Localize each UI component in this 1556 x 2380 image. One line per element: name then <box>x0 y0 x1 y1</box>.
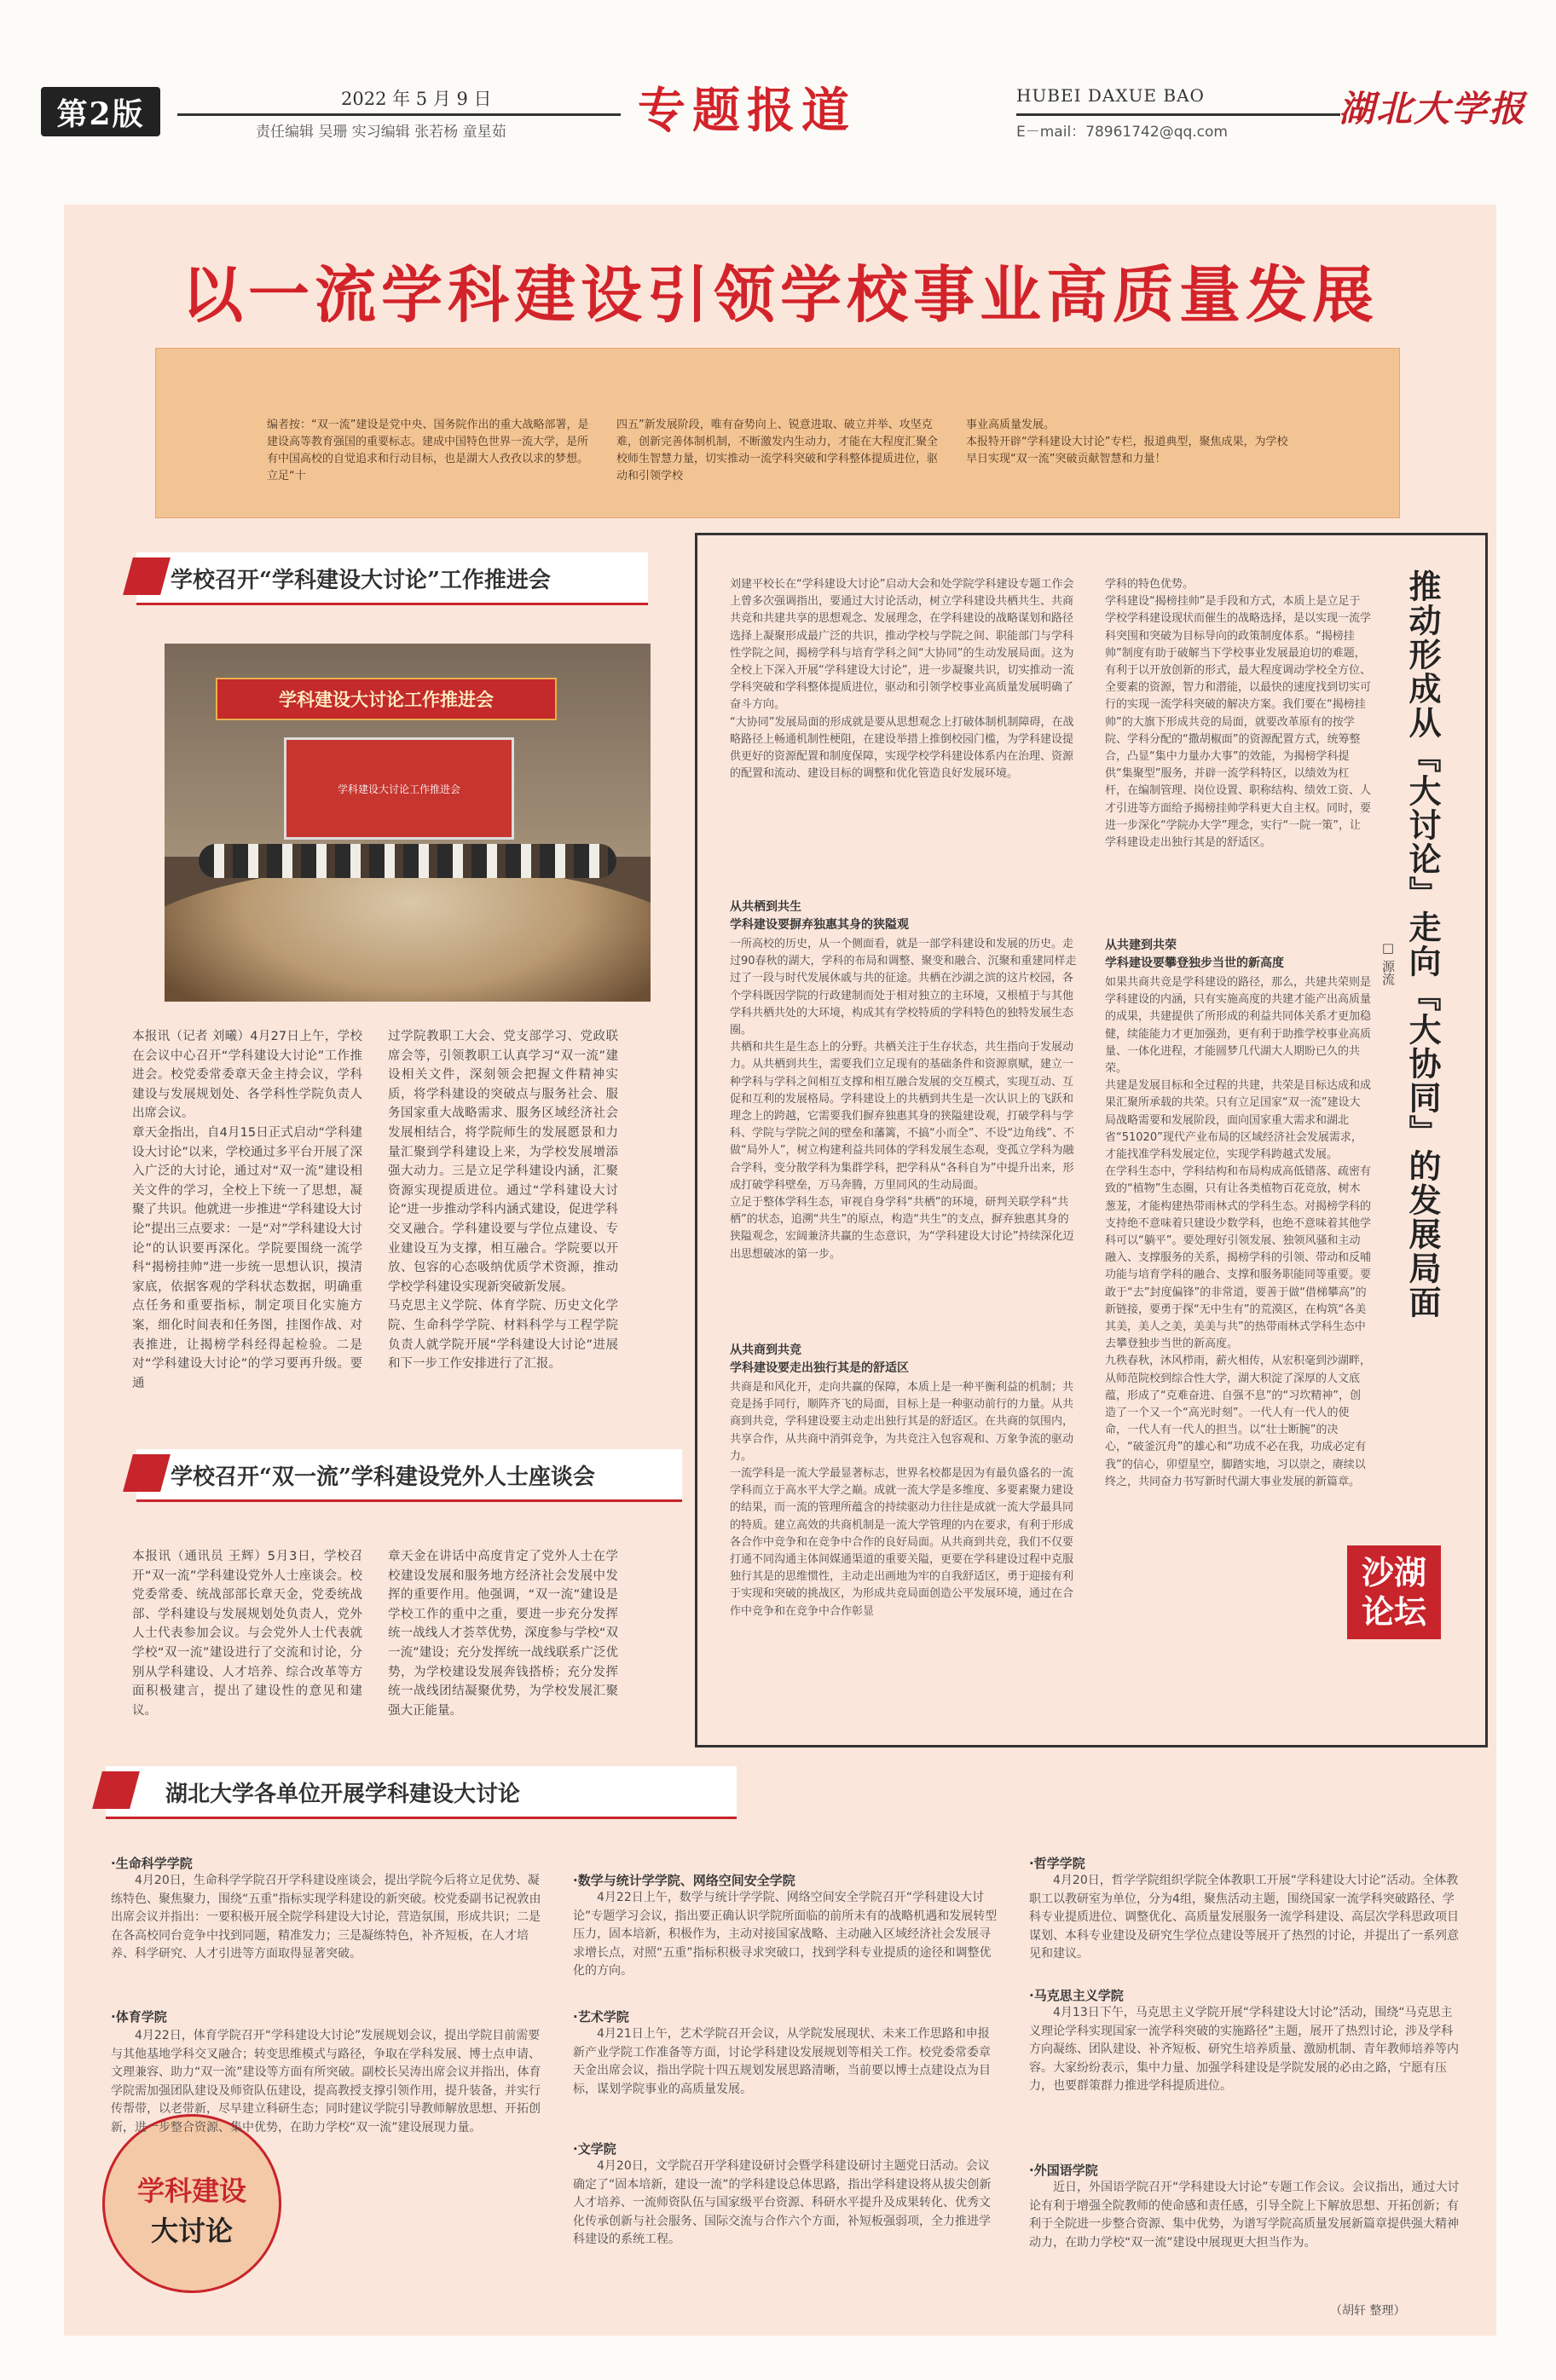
unit-text: 4月20日，生命科学学院召开学科建设座谈会，提出学院今后将立足优势、凝练特色、聚焦聚力，围绕“五重”指标实现学科建设的新突破。校党委副书记祝敦由出席会议并指出：一要积极开展全院学科建设大讨论，营造氛围，形成共识；二是在各高校同台竞争中找到同题，精准发力；三是凝练特色，补齐短板，在人才培养、科学研究、人才引进等方面取得显著突破。 <box>111 1874 541 1961</box>
signoff: （胡轩 整理） <box>1330 2304 1406 2318</box>
article2-col1: 本报讯（通讯员 王辉）5月3日，学校召开“双一流”学科建设党外人士座谈会。校党委常委、统战部部长章天金，党委统战部、学科建设与发展规划处负责人，党外人士代表参加会议。与会党外人士代表就学校“双一流”建设进行了交流和讨论，分别从学科建设、人才培养、综合改革等方面积极建言，提出了建设性的意见和建议。 <box>132 1550 362 1718</box>
unit-item <box>573 2140 999 2250</box>
forum-stamp: 沙湖论坛 <box>1347 1545 1441 1639</box>
commentary-col2-body: 如果共商共竞是学科建设的路径，那么，共建共荣则是学科建设的内涵，只有实施高度的共建才能产出高质量的成果，共建提供了所形成的利益共同体关系才更加稳健，续能能力才更加强劲，更有利于助推学校事业高质量、一体化进程，才能圆梦几代湖大人期盼已久的共荣。 共建是发展目标和全过程的共建，共荣是目标达成和成果汇聚所承载的共荣。只有立足国家“双一流”建设大局战略需要和发展阶段，面向国家重大需求和湖北省“51020”现代产业布局的区域经济社会发展需求，才能找准学科发展定位，实现学科跨越式发展。 在学科生态中，学科结构和布局构成高低错落、疏密有致的“植物”生态圈，只有让各类植物百花竞放，树木葱茏，才能构建热带雨林式的学科生态。对揭榜学科的支持绝不意味着只建设少数学科，也绝不意味着其他学科可以“躺平”。要处理好引领发展、独领风骚和主动融入、支撑服务的关系，揭榜学科的引领、带动和反哺功能与培育学科的融合、支撑和服务职能同等重要。要敢于“去”封度偏锋”的非常道，要善于做“借梯攀高”的新链接，要勇于探“无中生有”的荒漠区，在构筑“各美其美，美人之美，美美与共”的热带雨林式学科生态中去攀登独步当世的新高度。 九秩春秋，沐风栉雨，薪火相传，从宏积毫到沙湖畔，从师范院校到综合性大学，湖大积淀了深厚的人文底蕴，形成了“克难奋进、自强不息”的“习坎精神”，创造了一个又一个“高光时刻”。一代人有一代人的使命，一代人有一代人的担当。以“壮士断腕”的决心，“破釜沉舟”的雄心和“功成不必在我，功成必定有我”的信心，卯望星空，脚踏实地，习以崇之，赓续以终之，共同奋力书写新时代湖大事业发展的新篇章。 <box>1105 976 1372 1488</box>
unit-item <box>111 1854 546 1964</box>
unit-item <box>573 1871 999 1981</box>
commentary-heading3: 从共建到共荣 <box>1105 939 1177 952</box>
commentary-col1-intro: 刘建平校长在“学科建设大讨论”启动大会和处学院学科建设专题工作会上曾多次强调指出，要通过大讨论活动，树立学科建设共栖共生、共商共竞和共建共享的思想观念、发展理念，在学科建设的战略谋划和路径选择上凝聚形成最广泛的共识，推动学校与学院之间、职能部门与学科性学院之间，揭榜学科与培育学科之间“大协同”的生动发展局面。这为全校上下深入开展“学科建设大讨论”，进一步凝聚共识，切实推动一流学科突破和学科整体提质进位，驱动和引领学校事业高质量发展明确了奋斗方向。 “大协同”发展局面的形成就是要从思想观念上打破体制机制障碍，在战略路径上畅通机制性梗阻，在建设举措上推倒校园门槛，为学科建设提供更好的资源配置和制度保障，实现学校学科建设体系内在治理、资源的配置和流动、建设目标的调整和优化管造良好发展环境。 <box>730 578 1074 781</box>
unit-name: ·艺术学院 <box>573 2009 629 2025</box>
unit-item <box>1029 1986 1464 2096</box>
unit-name: ·数学与统计学学院、网络空间安全学院 <box>573 1873 795 1888</box>
unit-name: ·生命科学学院 <box>111 1856 193 1871</box>
unit-name: ·外国语学院 <box>1029 2163 1098 2178</box>
badge-bottom: 大讨论 <box>150 2215 233 2247</box>
article2-title-bar <box>136 1449 682 1502</box>
commentary-subheading1: 学科建设要摒弃独惠其身的狭隘观 <box>730 918 909 932</box>
email: E－mail：78961742@qq.com <box>1016 124 1228 141</box>
unit-text: 4月20日，文学院召开学科建设研讨会暨学科建设研讨主题党日活动。会议确定了“固本培新，建设一流”的学科建设总体思路，指出学科建设将从拔尖创新人才培养、一流师资队伍与国家级平台资源、科研水平提升及成果转化、优秀文化传承创新与社会服务、国际交流与合作六个方面，补短板强弱项，全力推进学科建设的系统工程。 <box>573 2159 992 2246</box>
article2-col2: 章天金在讲话中高度肯定了党外人士在学校建设发展和服务地方经济社会发展中发挥的重要作用。他强调，“双一流”建设是学校工作的重中之重，要进一步充分发挥统一战线人才荟萃优势，深度参与学校“双一流”建设；充分发挥统一战线联系广泛优势，为学校建设发展奔钱搭桥；充分发挥统一战线团结凝聚优势，为学校发展汇聚强大正能量。 <box>388 1550 618 1718</box>
commentary-author: □ 源流 <box>1380 940 1396 985</box>
unit-item <box>1029 2161 1464 2252</box>
editor-note-col1: 编者按：“双一流”建设是党中央、国务院作出的重大战略部署，是建设高等教育强国的重要标志。建成中国特色世界一流大学，是所有中国高校的自觉追求和行动目标，也是湖大人孜孜以求的梦想。立足“十 <box>267 419 589 482</box>
conference-table <box>165 865 651 1002</box>
units-title: 湖北大学各单位开展学科建设大讨论 <box>165 1782 521 1807</box>
date: 2022 年 5 月 9 日 <box>341 89 492 109</box>
masthead <box>0 0 1556 170</box>
editors: 责任编辑 吴珊 实习编辑 张若杨 童星茹 <box>256 124 506 141</box>
editor-note-col2: 四五”新发展阶段，唯有奋势向上、锐意进取、破立并举、攻坚克难，创新完善体制机制，不断激发内生动力，才能在大程度汇聚全校师生智慧力量，切实推动一流学科突破和学科整体提质进位，驱动和引领学校 <box>616 419 939 482</box>
commentary-subheading2: 学科建设要走出独行其是的舒适区 <box>730 1361 909 1375</box>
article1-col1: 本报讯（记者 刘曦）4月27日上午，学校在会议中心召开“学科建设大讨论”工作推进会。校党委常委章天金主持会议，学科建设与发展规划处、各学科性学院负责人出席会议。 章天金指出，自4月15日正式启动“学科建设大讨论”以来，学校通过多平台开展了深入广泛的大讨论，通过对“双一流”建设相关文件的学习，全校上下统一了思想，凝聚了共识。他就进一步推进“学科建设大讨论”提出三点要求：一是“对”学科建设大讨论”的认识要再深化。学院要围绕一流学科“揭榜挂帅”进一步统一思想认识，摸清家底，依据客观的学科状态数据，明确重点任务和重要指标，制定项目化实施方案，细化时间表和任务图，挂图作战、对表推进，让揭榜学科经得起检验。二是对“学科建设大讨论”的学习要再升级。要通 <box>132 1030 362 1390</box>
photo-banner: 学科建设大讨论工作推进会 <box>216 678 557 720</box>
commentary-heading2: 从共商到共竞 <box>730 1343 801 1357</box>
unit-text: 4月20日，哲学学院组织学院全体教职工开展“学科建设大讨论”活动。全体教职工以教研室为单位，分为4组，聚焦活动主题，围绕国家一流学科突破路径、学科专业提质进位、调整优化、高质量发展服务一流学科建设、高层次学科思政项目谋划、本科专业建设及研究生学位点建设等展开了热烈的讨论，并提出了一系列意见和建议。 <box>1029 1874 1459 1961</box>
section-title: 专题报道 <box>638 84 856 139</box>
unit-name: ·体育学院 <box>111 2009 167 2025</box>
commentary-heading1: 从共栖到共生 <box>730 900 801 914</box>
badge-top: 学科建设 <box>136 2175 246 2207</box>
unit-text: 4月22日，体育学院召开“学科建设大讨论”发展规划会议，提出学院目前需要与其他基地学科交叉融合；转变思维模式与路径，争取在学科发展、博士点申请、文理兼容、助力“双一流”建设等方面有所突破。副校长吴涛出席会议并指出，体育学院需加强团队建设及师资队伍建设，提高教授支撑引领作用，提升装备，并实行传帮带，以老带新，尽早建立科研生态；同时建议学院引导教师解放思想、开拓创新，进一步整合资源、集中优势，在助力学校“双一流”建设展现力量。 <box>111 2029 541 2134</box>
units-title-bar <box>106 1766 737 1819</box>
article1-col2: 过学院教职工大会、党支部学习、党政联席会等，引领教职工认真学习“双一流”建设相关文件，深刻领会把握文件精神实质，将学科建设的突破点与服务社会、服务国家重大战略需求、服务区域经济社会发展相结合，将学院师生的发展愿景和力量汇聚到学科建设上来，为学校发展增添强大动力。三是立足学科建设内涵，汇聚资源实现提质进位。通过“学科建设大讨论”进一步推动学科内涵式建设，促进学科交叉融合。学科建设要与学位点建设、专业建设互为支撑，相互融合。学院要以开放、包容的心态吸纳优质学术资源，推动学校学科建设实现新突破新发展。 马克思主义学院、体育学院、历史文化学院、生命科学学院、材料科学与工程学院负责人就学院开展“学科建设大讨论”进展和下一步工作安排进行了汇报。 <box>388 1030 618 1372</box>
editor-note-col3: 事业高质量发展。 本报特开辟“学科建设大讨论”专栏，报道典型，聚焦成果，为学校早日实现“双一流”突破贡献智慧和力量！ <box>966 419 1288 465</box>
commentary-col1-body: 一所高校的历史，从一个侧面看，就是一部学科建设和发展的历史。走过90春秋的湖大，学科的布局和调整、聚变和融合、沉聚和重建同样走过了一段与时代发展休戚与共的征途。共栖在沙湖之滨的这片校园，各个学科既因学院的行政建制而处于相对独立的主环境，又根植于与其他学科共栖共处的大环境，构成其有学校特质的学科特色的独特发展生态圈。 共栖和共生是生态上的分野。共栖关注于生存状态，共生指向于发展动力。从共栖到共生，需要我们立足现有的基础条件和资源禀赋，建立一种学科与学科之间相互支撑和相互融合发展的交互模式，实现互动、互促和互利的发展格局。学科建设上的共栖到共生是一次认识上的飞跃和理念上的跨越，它需要我们摒弃独惠其身的狭隘建设观，打破学科与学科、学院与学院之间的壁垒和藩篱，不搞“小而全”、不设“边角线”、不做“局外人”，树立构建利益共同体的学科发展生态观，变孤立学科为融合学科，变分散学科为集群学科，把学科从“各科自为”中提升出来，形成打破学科壁垒，万马奔腾，万里同风的生动局面。 立足于整体学科生态，审视自身学科“共栖”的环境，研判关联学科“共栖”的状态，追溯“共生”的原点，构造“共生”的支点，摒弃独惠其身的狭隘观念，宏阔兼济共赢的生态意识，为“学科建设大讨论”持续深化迈出思想破冰的第一步。 <box>730 938 1077 1261</box>
unit-item <box>573 2007 999 2099</box>
meeting-photo <box>165 644 651 1002</box>
commentary-col1-tail: 共商是和风化开，走向共赢的保障，本质上是一种平衡利益的机制；共竞是扬手同行，顺阵齐飞的局面，目标上是一种驱动前行的力量。从共商到共竞，学科建设要主动走出独行其是的舒适区。在共商的氛围内，共享合作，从共商中消弭竞争，为共竞注入包容观和、万象争流的驱动力。 一流学科是一流大学最显著标志，世界名校都是因为有最负盛名的一流学科而立于高水平大学之巅。成就一流大学是多维度、多要素聚力建设的结果，而一流的管理所蕴含的持续驱动力往往是成就一流大学最具同的特质。建立高效的共商机制是一流大学管理的内在要求，有利于形成各合作中竞争和在竞争中合作的良好局面。从共商到共竞，我们不仅要打通不同沟通主体间媒通渠道的重要关隘，更要在学科建设过程中克服独行其是的思维惯性，主动走出画地为牢的自我舒适区，勇于迎接有利于实现和突破的挑战区，为形成共竞局面创造公平发展环境，通过在合作中竞争和在竞争中合作彰显 <box>730 1381 1074 1618</box>
paper-logo: 湖北大学报 <box>1339 88 1527 130</box>
commentary-box <box>695 533 1488 1747</box>
header-rule-left <box>177 113 621 116</box>
unit-text: 近日，外国语学院召开“学科建设大讨论”专题工作会议。会议指出，通过大讨论有利于增强全院教师的使命感和责任感，引导全院上下解放思想、开拓创新；有利于全院进一步整合资源、集中优势，为谱写学院高质量发展新篇章提供强大精神动力，在助力学校“双一流”建设中展现更大担当作为。 <box>1029 2181 1460 2250</box>
article2-title: 学校召开“双一流”学科建设党外人士座谈会 <box>171 1464 595 1490</box>
page-number: 第2版 <box>56 95 145 132</box>
article1-title: 学校召开“学科建设大讨论”工作推进会 <box>171 568 551 593</box>
unit-text: 4月13日下午，马克思主义学院开展“学科建设大讨论”活动，围绕“马克思主义理论学科实现国家一流学科突破的实施路径”主题，展开了热烈讨论，涉及学科方向凝练、团队建设、补齐短板、研究生培养质量、激励机制、青年教师培养等内容。大家纷纷表示，集中力量、加强学科建设是学院发展的必由之路，宁愿有压力，也要群策群力推进学科提质进位。 <box>1029 2006 1459 2093</box>
unit-name: ·文学院 <box>573 2141 616 2157</box>
paper-name-en: HUBEI DAXUE BAO <box>1016 85 1205 106</box>
unit-text: 4月21日上午，艺术学院召开会议，从学院发展现状、未来工作思路和申报新产业学院工作准备等方面，讨论学科建设发展规划等相关工作。校党委常委章天金出席会议，指出学院十四五规划发展思路清晰，当前要以博士点建设点为目标，谋划学院事业的高质量发展。 <box>573 2027 991 2096</box>
projection-screen: 学科建设大讨论工作推进会 <box>284 737 514 840</box>
commentary-title: 推动形成从『大讨论』走向『大协同』的发展局面 <box>1403 569 1442 1320</box>
unit-text: 4月22日上午，数学与统计学学院、网络空间安全学院召开“学科建设大讨论”专题学习会议，指出要正确认识学院所面临的前所未有的战略机遇和发展转型压力，固本培新，积极作为，主动对接国家战略、主动融入区域经济社会发展寻求增长点，对照“五重”指标积极寻求突破口，找到学科专业提质的途径和调整优化的方向。 <box>573 1891 998 1978</box>
unit-name: ·哲学学院 <box>1029 1856 1085 1871</box>
commentary-subheading3: 学科建设要攀登独步当世的新高度 <box>1105 956 1284 970</box>
unit-item <box>1029 1854 1464 1964</box>
page-number-badge <box>41 87 160 136</box>
editor-note <box>155 348 1400 518</box>
commentary-col2-intro: 学科的特色优势。 学科建设“揭榜挂帅”是手段和方式，本质上是立足于学校学科建设现状而催生的战略选择，是以实现一流学科突围和突破为目标导向的政策制度体系。“揭榜挂帅”制度有助于破解当下学校事业发展最迫切的难题，有利于以开放创新的形式，最大程度调动学校全方位、全要素的资源，智力和潜能，以最快的速度找到切实可行的实现一流学科突破的解决方案。我们要在“揭榜挂帅”的大旗下形成共竞的局面，就要改革原有的按学院、学科分配的“撒胡椒面”的资源配置方式，统筹整合，凸显“集中力量办大事”的效能，为揭榜学科提供“集聚型”服务，并辟一流学科特区，以绩效为杠杆，在编制管理、岗位设置、职称结构、绩效工资、人才引进等方面给予揭榜挂帅学科更大自主权。同时，要进一步深化“学院办大学”理念，实行“一院一策”，让学科建设走出独行其是的舒适区。 <box>1105 578 1372 850</box>
unit-item <box>111 2007 546 2025</box>
article1-title-bar <box>136 552 648 605</box>
unit-name: ·马克思主义学院 <box>1029 1988 1124 2003</box>
header-rule-right <box>1016 113 1340 116</box>
main-title: 以一流学科建设引领学校事业高质量发展 <box>181 259 1379 331</box>
